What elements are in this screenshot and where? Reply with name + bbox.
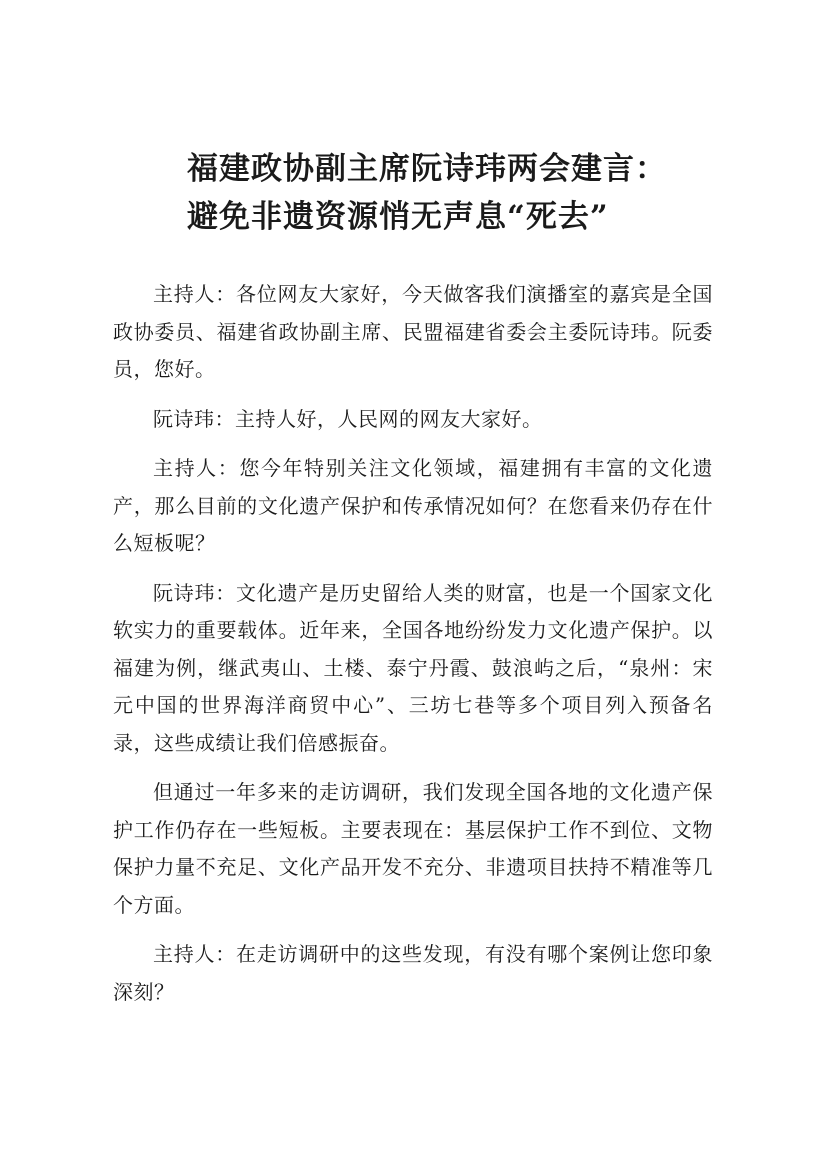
- title-line-1: 福建政协副主席阮诗玮两会建言：: [187, 151, 667, 187]
- paragraph: 主持人：各位网友大家好，今天做客我们演播室的嘉宾是全国政协委员、福建省政协副主席、民盟福建省委会主委阮诗玮。阮委员，您好。: [113, 282, 713, 381]
- paragraph: 但通过一年多来的走访调研，我们发现全国各地的文化遗产保护工作仍存在一些短板。主要表现在：基层保护工作不到位、文物保护力量不充足、文化产品开发不充分、非遗项目扶持不精准等几个方面。: [113, 780, 713, 917]
- paragraph: 主持人：在走访调研中的这些发现，有没有哪个案例让您印象深刻？: [113, 942, 713, 1004]
- title-line-2: 避免非遗资源悄无声息“死去”: [187, 199, 609, 235]
- document-body: [113, 276, 713, 1023]
- document-title: [0, 145, 827, 241]
- paragraph: 阮诗玮：主持人好，人民网的网友大家好。: [153, 406, 543, 431]
- paragraph: 主持人：您今年特别关注文化领域，福建拥有丰富的文化遗产，那么目前的文化遗产保护和传承情况如何？在您看来仍存在什么短板呢？: [113, 456, 713, 555]
- paragraph: 阮诗玮：文化遗产是历史留给人类的财富，也是一个国家文化软实力的重要载体。近年来，全国各地纷纷发力文化遗产保护。以福建为例，继武夷山、土楼、泰宁丹霞、鼓浪屿之后，“泉州：宋元中国的世界海洋商贸中心”、三坊七巷等多个项目列入预备名录，这些成绩让我们倍感振奋。: [113, 580, 713, 755]
